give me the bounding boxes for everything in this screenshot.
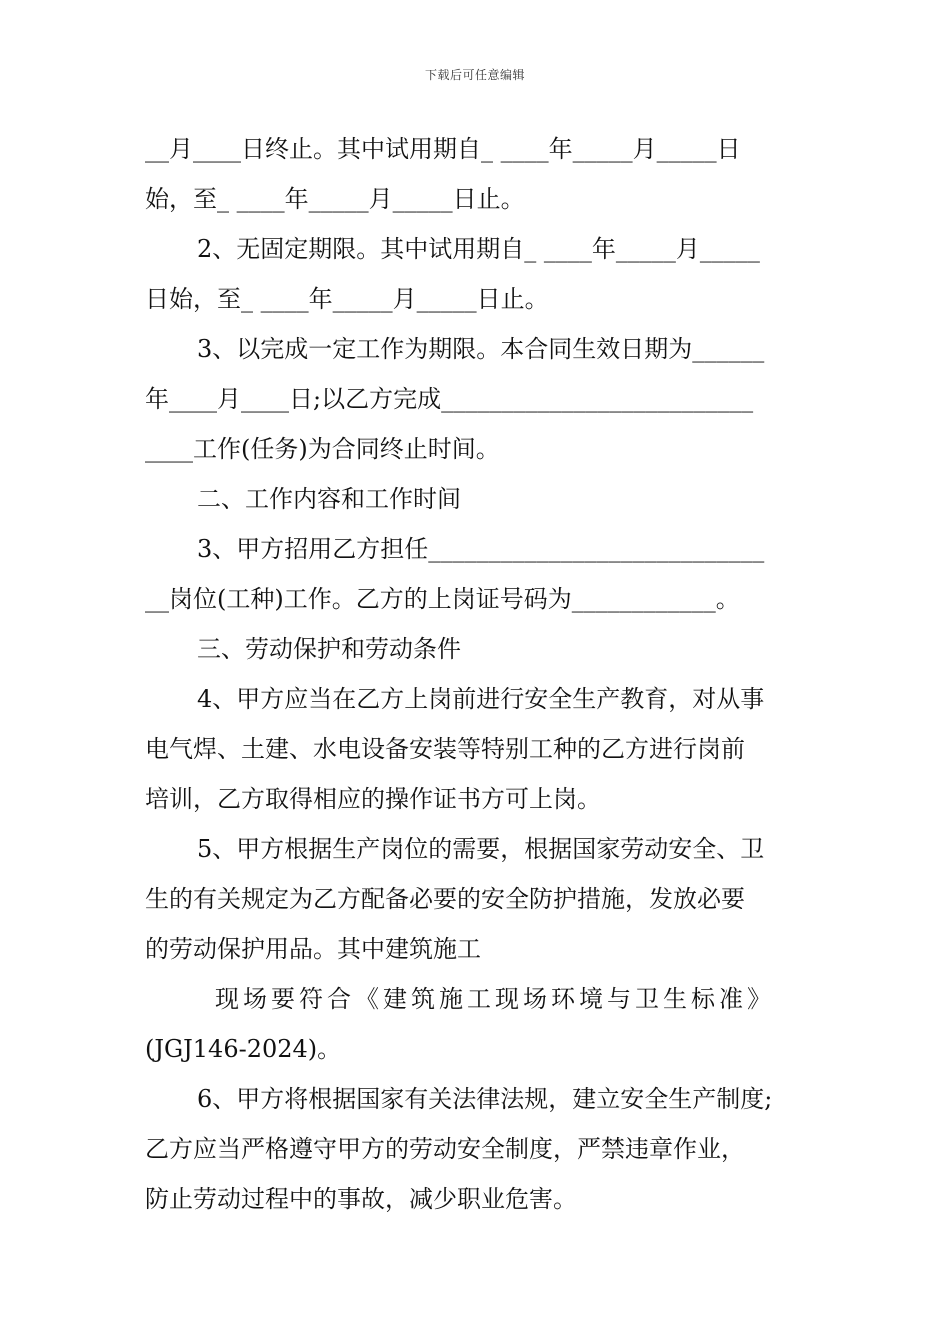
standard-reference: 现场要符合《建筑施工现场环境与卫生标准》	[215, 985, 775, 1013]
text-line: 日始，至_ ____年_____月_____日止。	[145, 285, 549, 313]
document-body	[145, 124, 810, 1224]
text-line: 的劳动保护用品。其中建筑施工	[145, 935, 481, 963]
clause-5: 5、甲方根据生产岗位的需要，根据国家劳动安全、卫	[197, 835, 765, 863]
text-line: 乙方应当严格遵守甲方的劳动安全制度，严禁违章作业，	[145, 1135, 745, 1163]
text-line: 培训，乙方取得相应的操作证书方可上岗。	[145, 785, 601, 813]
clause-2: 2、无固定期限。其中试用期自_ ____年_____月_____	[197, 235, 760, 263]
text-line: (JGJ146-2024)。	[145, 1035, 342, 1063]
clause-4: 4、甲方应当在乙方上岗前进行安全生产教育，对从事	[197, 685, 765, 713]
section-heading-2: 二、工作内容和工作时间	[197, 485, 461, 513]
text-line: __月____日终止。其中试用期自_ ____年_____月_____日	[145, 135, 741, 163]
text-line: 生的有关规定为乙方配备必要的安全防护措施，发放必要	[145, 885, 745, 913]
text-line: 始，至_ ____年_____月_____日止。	[145, 185, 525, 213]
text-line: 年____月____日;以乙方完成__________________________	[145, 385, 754, 413]
clause-3-job: 3、甲方招用乙方担任____________________________	[197, 535, 765, 563]
clause-3: 3、以完成一定工作为期限。本合同生效日期为______	[197, 335, 765, 363]
clause-6: 6、甲方将根据国家有关法律法规，建立安全生产制度;	[197, 1085, 773, 1113]
text-line: 防止劳动过程中的事故，减少职业危害。	[145, 1185, 577, 1213]
text-line: 电气焊、土建、水电设备安装等特别工种的乙方进行岗前	[145, 735, 745, 763]
section-heading-3: 三、劳动保护和劳动条件	[197, 635, 461, 663]
text-line: ____工作(任务)为合同终止时间。	[145, 435, 500, 463]
text-line: __岗位(工种)工作。乙方的上岗证号码为____________。	[145, 585, 740, 613]
page-header: 下载后可任意编辑	[424, 68, 525, 82]
